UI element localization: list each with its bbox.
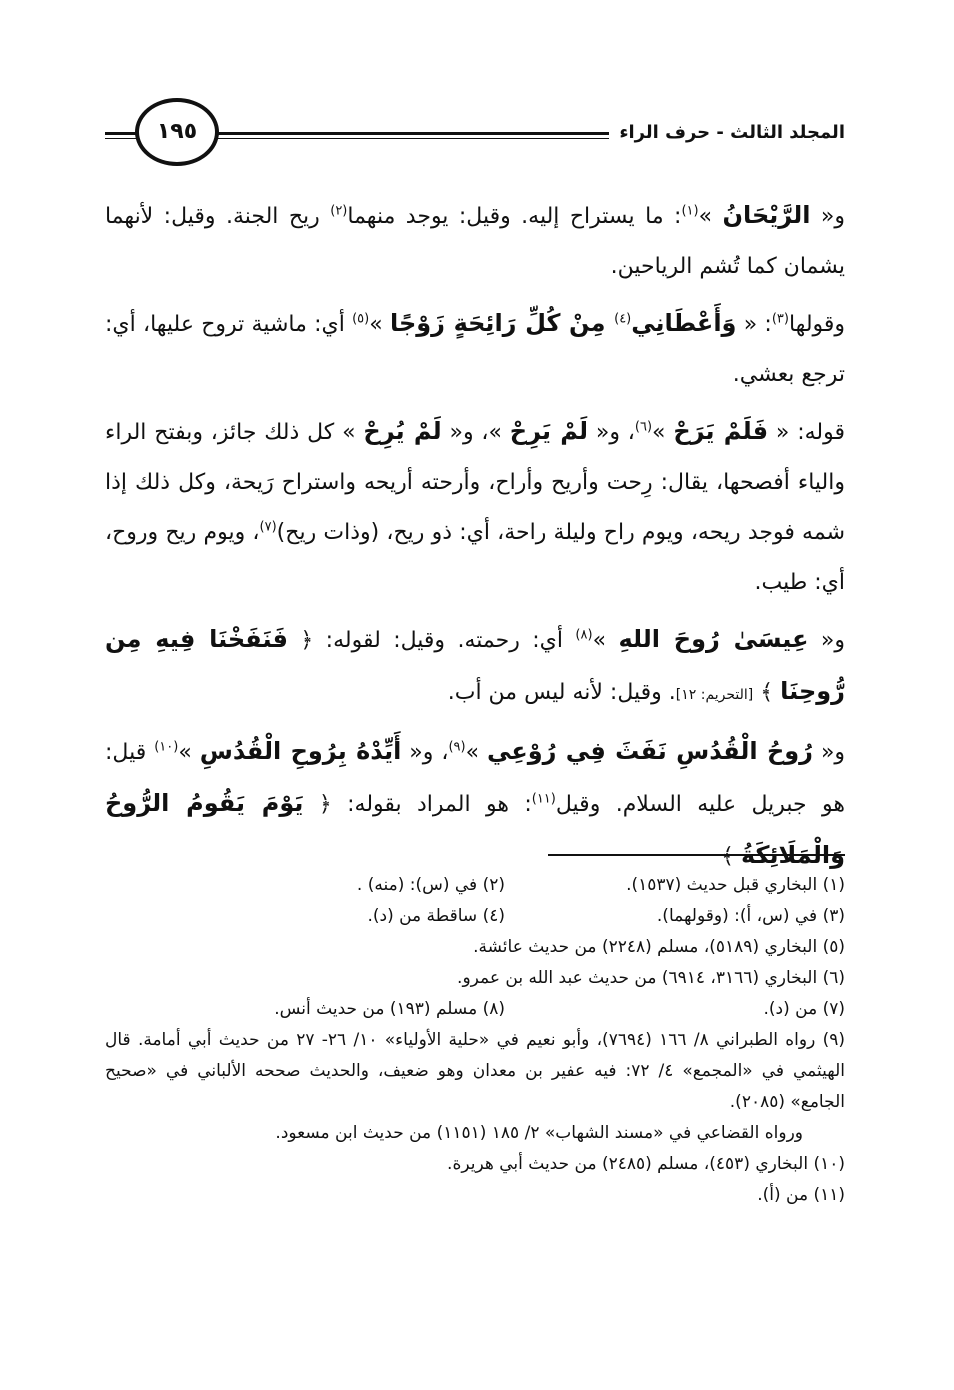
text-run: : « [736,312,772,337]
paragraph-aatani [105,298,845,400]
paragraph-rayhan [105,190,845,292]
footnote-ref: (٨) [575,627,593,643]
footnote-row [105,870,845,901]
entry-term: أَيِّدْهُ بِرُوحِ الْقُدُسِ [199,737,402,765]
footnote-ref: (٥) [352,311,370,327]
text-run: . وقيل: لأنه ليس من أب. [447,680,676,705]
footnote-ref: (٦) [634,419,653,435]
footnote-ref: (٣) [771,311,789,327]
text-run: قيل: هو جبريل عليه السلام. وقيل [105,740,845,817]
paragraph-isa [105,614,845,720]
text-run: قوله: « [768,420,845,445]
entry-term: مِنْ كُلِّ رَائِحَةٍ زَوْجًا [389,309,615,337]
entry-term: لَمْ يُرِحْ [363,417,442,445]
entry-term: رُوحُ الْقُدُسِ نَفَثَ فِي رُوْعِي [487,737,813,765]
footnote-ref: (٤) [614,311,632,327]
footnote-8: (٨) مسلم (١٩٣) من حديث أنس. [274,999,505,1019]
quran-verse: يَوْمَ يَقُومُ الرُّوحُ وَالْمَلَائِكَةُ [105,789,845,869]
text-run: و« [812,740,846,765]
text-run: و« [808,628,846,653]
text-run: » [592,628,619,653]
footnote-7: (٧) من (د). [763,999,845,1019]
entry-term: فَلَمْ يَرَحْ [673,417,769,445]
text-run: وقولها [788,312,846,337]
footnote-6: (٦) البخاري (٣١٦٦، ٦٩١٤) من حديث عبد الله بن عمرو. [457,968,845,988]
footnote-9-continued: ورواه القضاعي في «مسند الشهاب» ٢/ ١٨٥ (١١٥١) من حديث ابن مسعود. [275,1123,803,1143]
footnote-3: (٣) في (س، أ): (وقولهما). [656,906,845,926]
text-run: ، و« [588,420,635,445]
entry-term: عِيسَىٰ رُوحَ اللهِ [618,625,809,653]
text-run: : ما يستراح إليه. وقيل: يوجد منهما [347,204,682,229]
footnote-ref: (١١) [531,791,556,807]
footnote-4: (٤) ساقطة من (د). [367,906,505,926]
main-text [105,190,845,888]
footnote-ref: (١٠) [154,739,179,755]
entry-term: وَأَعْطَانِي [631,309,737,337]
entry-term: لَمْ يَرِحْ [509,417,589,445]
text-run: »، و« [441,420,510,445]
footnote-9: (٩) رواه الطبراني ٨/ ١٦٦ (٧٦٩٤)، وأبو نعيم في «حلية الأولياء» ١٠/ ٢٦- ٢٧ من حديث أبي أمامة. قال الهيثمي في «المجمع» ٤/ ٧٢: فيه عفير بن معدان وهو ضعيف، والحديث صححه الألباني في «صحيح الجامع» (٢٠٨٥). [105,1030,845,1112]
footnotes [105,870,845,1211]
quran-verse: فَنَفَخْنَا فِيهِ مِن رُّوحِنَا [105,625,845,705]
footnote-row [105,901,845,932]
text-run: » كل ذلك جائز، وبفتح الراء والياء أفصحها، يقال: رِحت وأريح وأراح، وأرحته أريحه واستراح رَيحة، وكل ذلك إذا شمه فوجد ريحه، ويوم راح وليلة راحة، أي: ذو ريح، (وذات ريح) [105,420,846,545]
footnote-row [105,994,845,1025]
page-header [105,98,845,168]
page-number-badge: ١٩٥ [135,98,219,166]
footnote-10: (١٠) البخاري (٤٥٣)، مسلم (٢٤٨٥) من حديث أبي هريرة. [447,1154,845,1174]
text-run: ، ويوم ريح وروح، أي: طيب. [105,520,845,595]
text-run: ، و« [401,740,449,765]
text-run: ﴾ [753,680,781,705]
paragraph-falam-yarah [105,406,845,608]
text-run: » [178,740,200,765]
footnote-5: (٥) البخاري (٥١٨٩)، مسلم (٢٢٤٨) من حديث عائشة. [473,937,845,957]
footnote-11: (١١) من (أ). [757,1185,845,1205]
footnote-ref: (٧) [259,519,277,535]
text-run: و« [810,204,846,229]
text-run: ريح الجنة. وقيل: لأنهما يشمان كما تُشم الرياحين. [105,204,845,279]
text-run: » [369,312,390,337]
footnote-1: (١) البخاري قبل حديث (١٥٣٧). [626,875,845,895]
text-run: ﴾ [721,844,741,869]
text-run: أي: رحمته. وقيل: لقوله: ﴿ [287,628,576,653]
text-run: : هو المراد بقوله: ﴿ [303,792,532,817]
text-run: أي: ماشية تروح عليها، أي: ترجع بعشي. [105,312,845,387]
footnote-ref: (٩) [448,739,466,755]
text-run: » [652,420,674,445]
paragraph-ruh-alqudus [105,726,845,882]
text-run: » [465,740,488,765]
footnote-ref: (١) [681,203,699,219]
footnote-ref: (٢) [330,203,348,219]
footnote-2: (٢) في (س): (منه) . [356,875,505,895]
footnote-separator [548,854,845,856]
text-run: » [698,204,723,229]
entry-term: الرَّيْحَانُ [722,201,811,229]
running-title: المجلد الثالث - حرف الراء [609,122,845,143]
verse-reference: [التحريم: ١٢] [675,687,754,703]
